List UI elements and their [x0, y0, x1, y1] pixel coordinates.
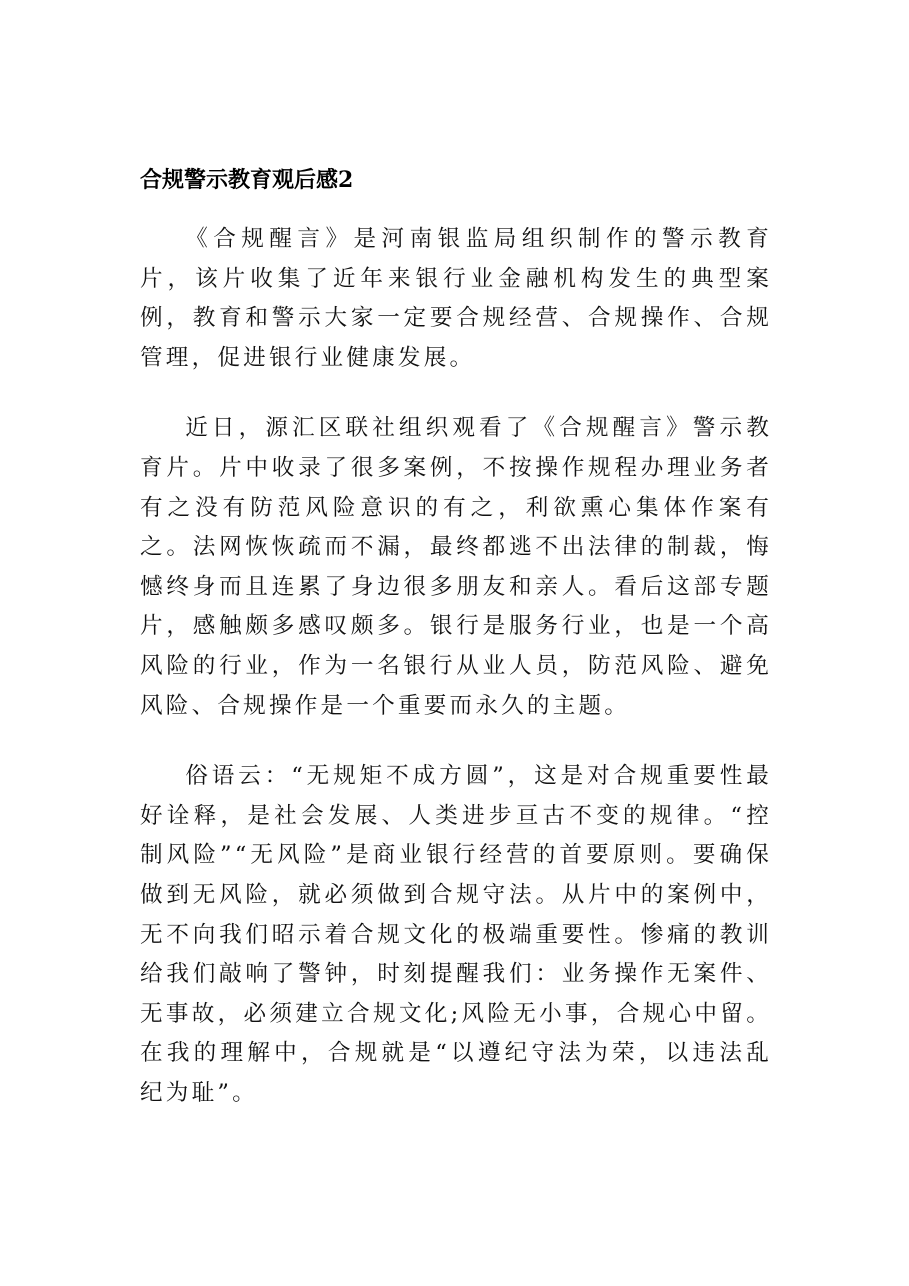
- paragraph-3: 俗语云：“无规矩不成方圆”，这是对合规重要性最好诠释，是社会发展、人类进步亘古不变的规律。“控制风险”“无风险”是商业银行经营的首要原则。要确保做到无风险，就必须做到合规守法。从片中的案例中，无不向我们昭示着合规文化的极端重要性。惨痛的教训给我们敲响了警钟，时刻提醒我们：业务操作无案件、无事故，必须建立合规文化;风险无小事，合规心中留。在我的理解中，合规就是“以遵纪守法为荣，以违法乱纪为耻”。: [140, 763, 772, 1106]
- document-title: 合规警示教育观后感2: [140, 167, 354, 193]
- paragraph-1: 《合规醒言》是河南银监局组织制作的警示教育片，该片收集了近年来银行业金融机构发生的典型案例，教育和警示大家一定要合规经营、合规操作、合规管理，促进银行业健康发展。: [140, 226, 772, 371]
- document-body: [140, 160, 772, 1144]
- paragraph-2: 近日，源汇区联社组织观看了《合规醒言》警示教育片。片中收录了很多案例，不按操作规程办理业务者有之没有防范风险意识的有之，利欲熏心集体作案有之。法网恢恢疏而不漏，最终都逃不出法律的制裁，悔憾终身而且连累了身边很多朋友和亲人。看后这部专题片，感触颇多感叹颇多。银行是服务行业，也是一个高风险的行业，作为一名银行从业人员，防范风险、避免风险、合规操作是一个重要而永久的主题。: [140, 415, 772, 719]
